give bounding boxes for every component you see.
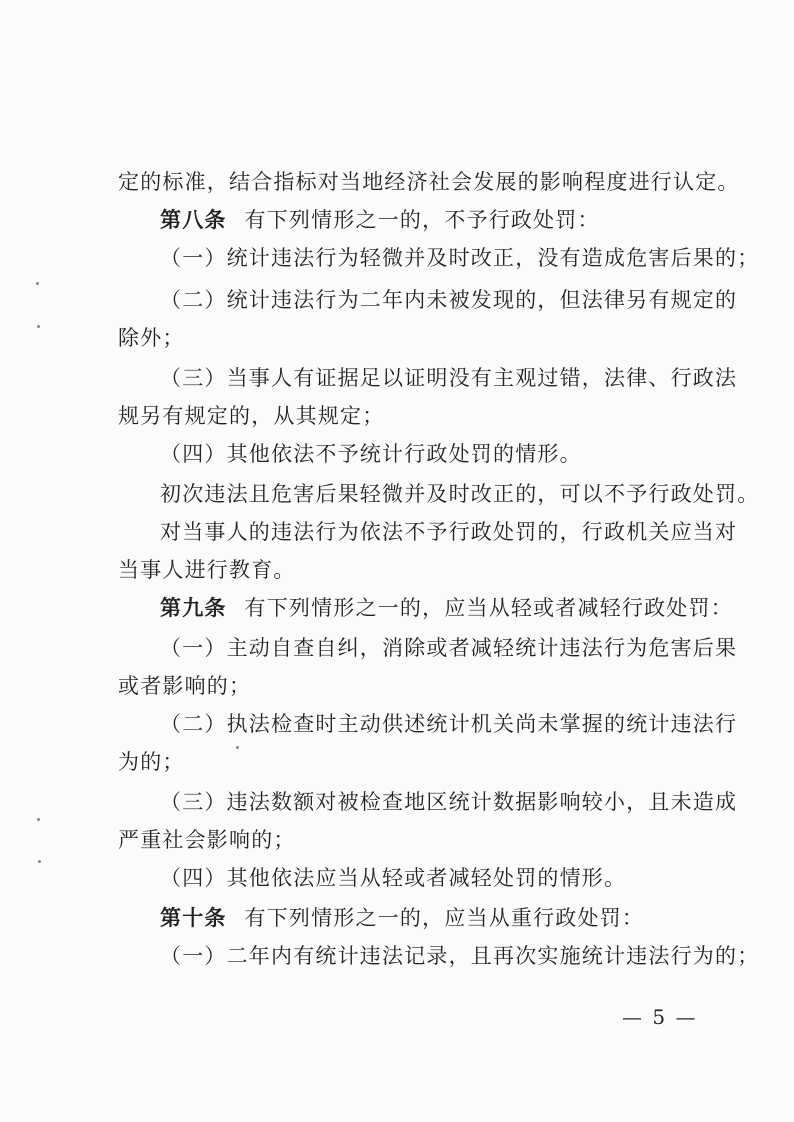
text-line-10: 对当事人的违法行为依法不予行政处罚的，行政机关应当对 (160, 520, 738, 544)
text-line-4: （二）统计违法行为二年内未被发现的，但法律另有规定的 (160, 288, 738, 312)
scan-speck (36, 282, 39, 285)
text-line-18: 严重社会影响的； (118, 828, 296, 852)
text-line-5: 除外； (118, 326, 185, 350)
text-line-7: 规另有规定的，从其规定； (118, 404, 385, 428)
article-8-line: 第八条 有下列情形之一的，不予行政处罚： (160, 208, 600, 232)
article-8-heading: 第八条 (160, 208, 227, 232)
article-10-heading: 第十条 (160, 906, 227, 930)
text-line-15: （二）执法检查时主动供述统计机关尚未掌握的统计违法行 (160, 712, 738, 736)
text-line-9: 初次违法且危害后果轻微并及时改正的，可以不予行政处罚。 (160, 482, 760, 506)
article-10-line: 第十条 有下列情形之一的，应当从重行政处罚： (160, 906, 645, 930)
text-line-14: 或者影响的； (118, 674, 252, 698)
scan-speck (37, 818, 40, 821)
text-line-3: （一）统计违法行为轻微并及时改正，没有造成危害后果的； (160, 246, 760, 270)
article-9-line: 第九条 有下列情形之一的，应当从轻或者减轻行政处罚： (160, 596, 733, 620)
text-line-21: （一）二年内有统计违法记录，且再次实施统计违法行为的； (160, 944, 760, 968)
text-line-8: （四）其他依法不予统计行政处罚的情形。 (160, 442, 582, 466)
page-number: — 5 — (622, 1005, 698, 1029)
scan-speck (236, 746, 239, 749)
text-line-19: （四）其他依法应当从轻或者减轻处罚的情形。 (160, 866, 627, 890)
text-line-17: （三）违法数额对被检查地区统计数据影响较小，且未造成 (160, 790, 738, 814)
text-line-16: 为的； (118, 750, 185, 774)
text-line-1: 定的标准，结合指标对当地经济社会发展的影响程度进行认定。 (118, 170, 740, 194)
scan-speck (37, 325, 40, 328)
scan-speck (38, 860, 41, 863)
text-line-6: （三）当事人有证据足以证明没有主观过错，法律、行政法 (160, 366, 738, 390)
text-line-11: 当事人进行教育。 (118, 558, 296, 582)
text-line-13: （一）主动自查自纠，消除或者减轻统计违法行为危害后果 (160, 636, 738, 660)
article-9-heading: 第九条 (160, 596, 227, 620)
